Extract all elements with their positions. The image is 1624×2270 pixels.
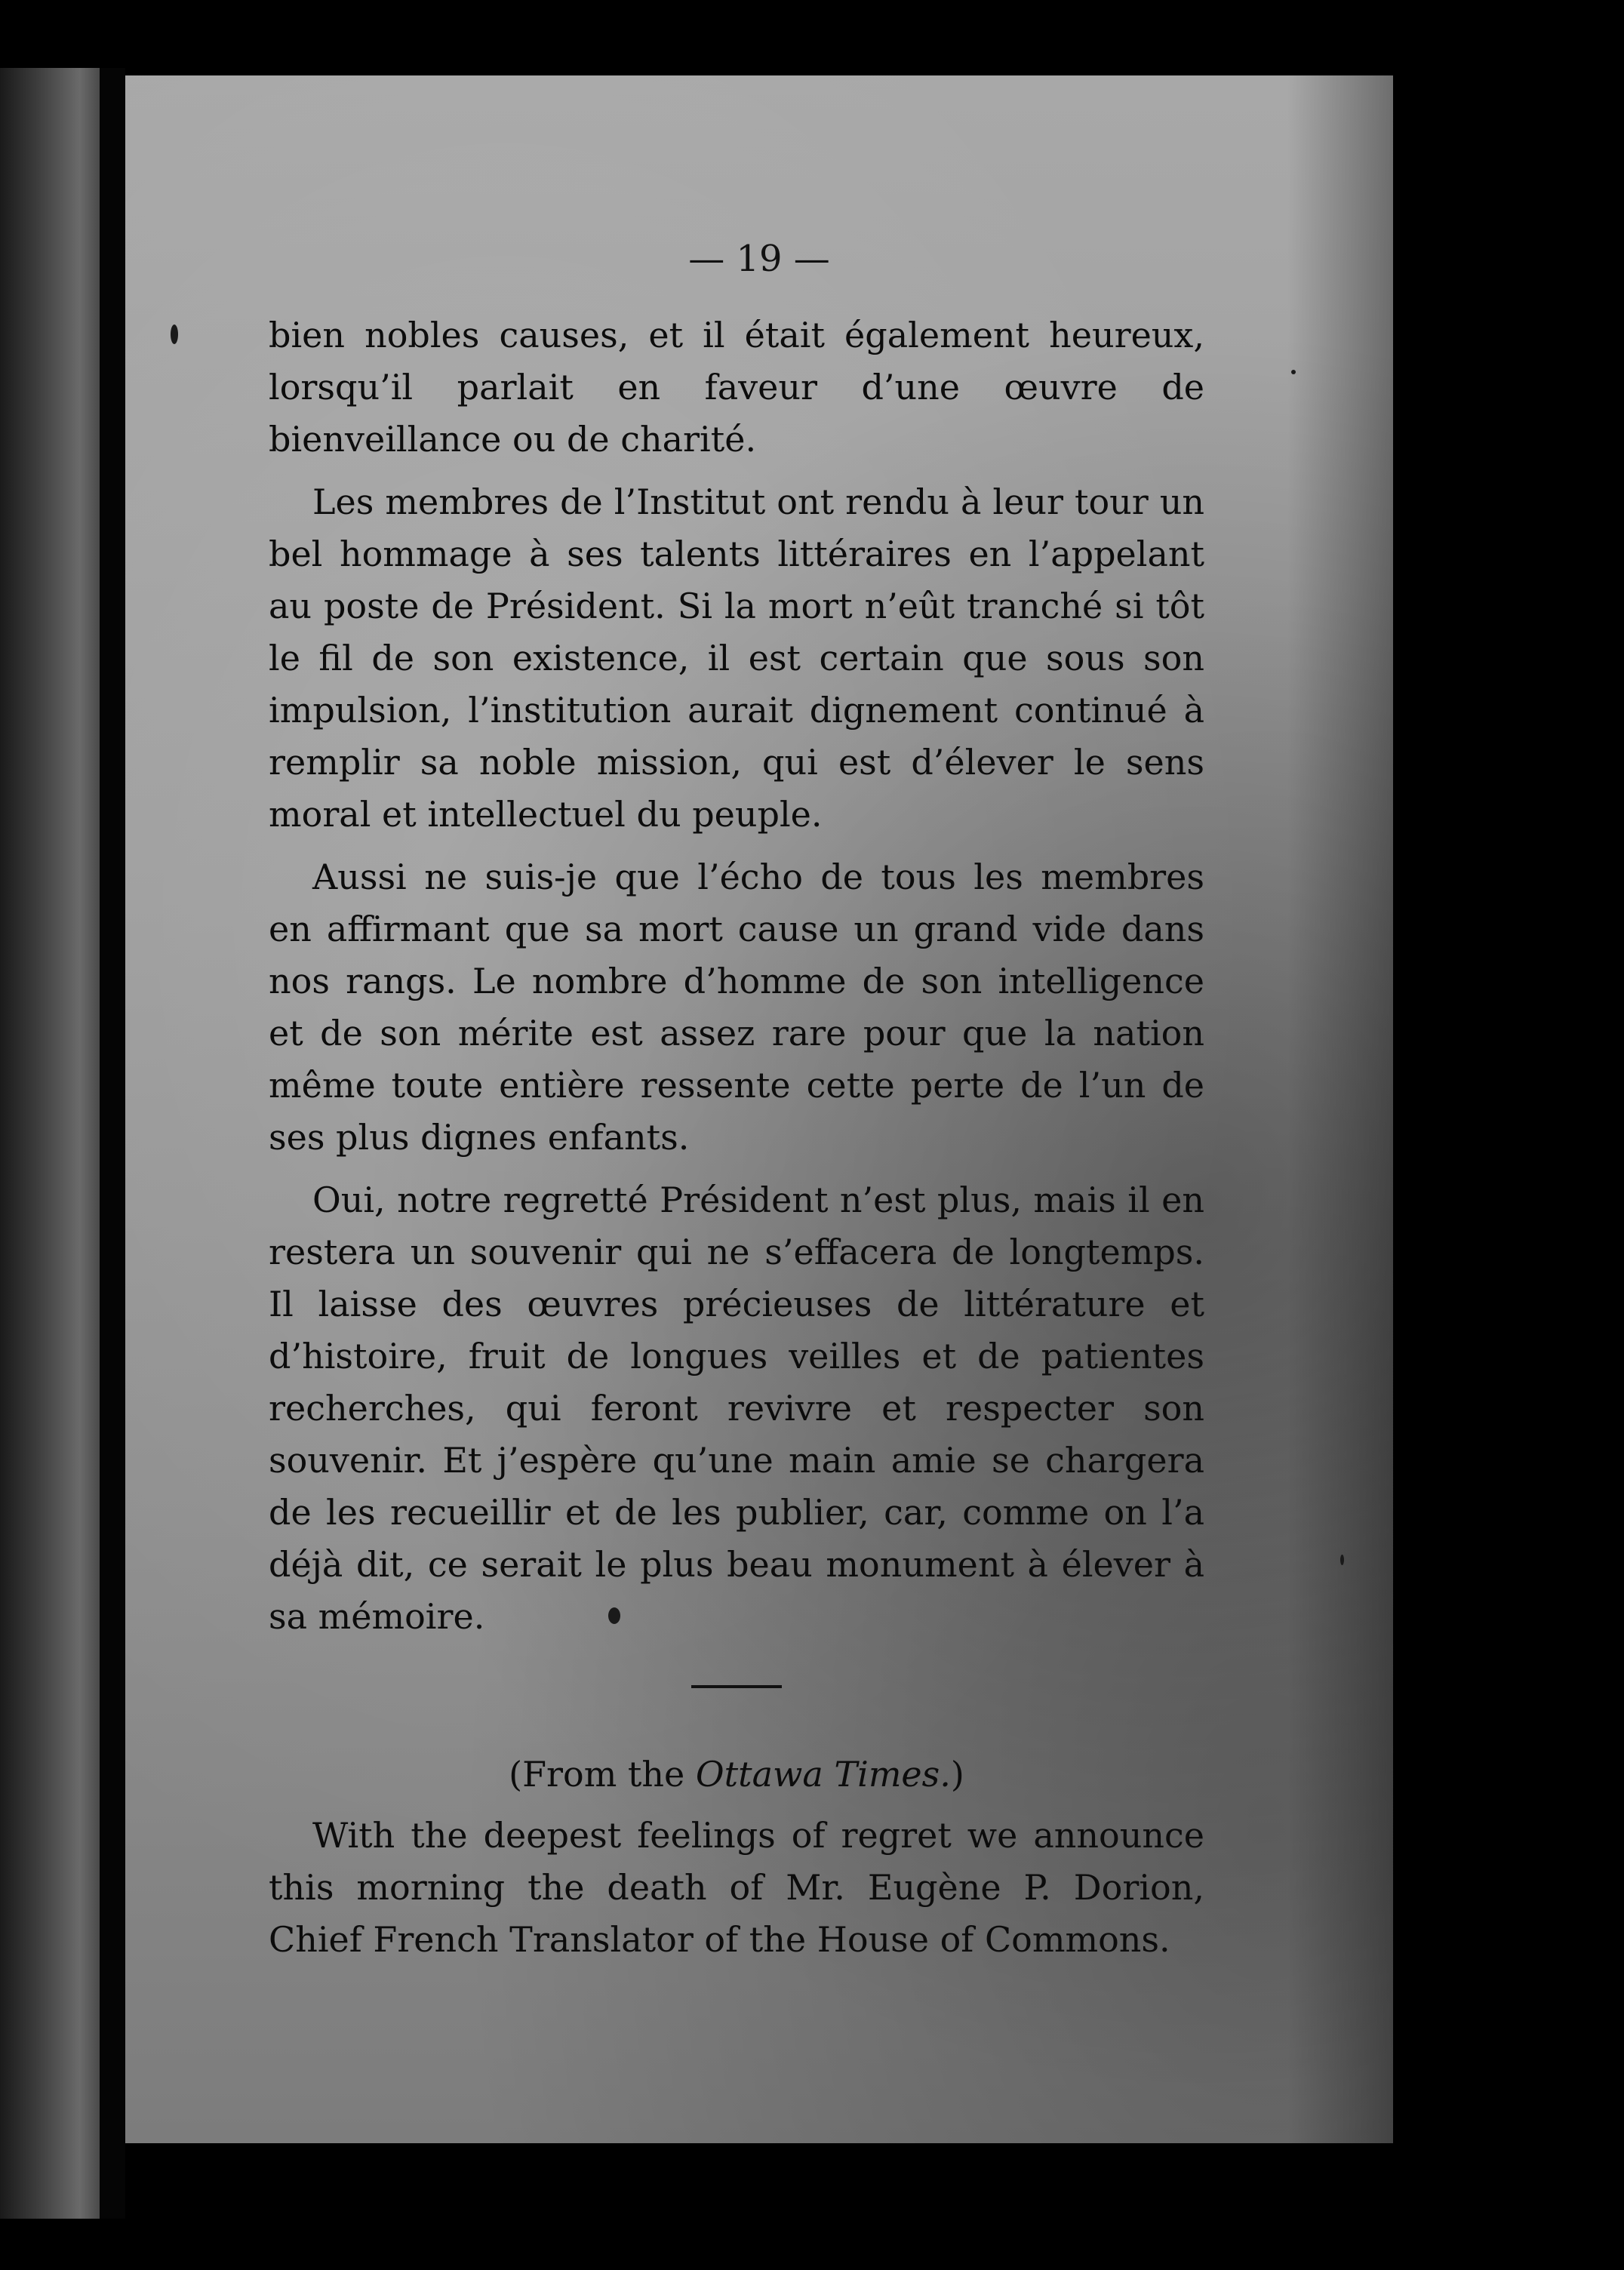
paragraph-echo: Aussi ne suis-je que l’écho de tous les membres en affirmant que sa mort cause un grand vide dans nos rangs. Le nombre d’homme de son intelligence et de son mérite est assez rare pour que la nation même toute entière ressente cette perte de l’un de ses plus dignes enfants. xyxy=(269,857,1204,1158)
page-text xyxy=(269,309,1204,1976)
page-number: — 19 — xyxy=(688,238,830,280)
scan-speck xyxy=(1340,1555,1344,1565)
scan-speck xyxy=(171,325,178,344)
paragraph-continued: bien nobles causes, et il était également heureux, lorsqu’il parlait en faveur d’une œuvre de bienveillance ou de charité. xyxy=(269,315,1204,460)
book-page xyxy=(125,75,1393,2143)
scan-speck xyxy=(608,1607,620,1624)
page-shadow xyxy=(1287,75,1393,2143)
source-prefix: (From the xyxy=(509,1754,696,1795)
source-suffix: ) xyxy=(950,1754,964,1795)
scan-speck xyxy=(1291,370,1296,374)
paragraph-english: With the deepest feelings of regret we announce this morning the death of Mr. Eugène P. Dorion, Chief French Translator of the House of Commons. xyxy=(269,1815,1204,1960)
previous-page-edge xyxy=(0,68,100,2219)
source-publication: Ottawa Times. xyxy=(695,1754,951,1795)
book-gutter xyxy=(100,68,125,2219)
paragraph-souvenir: Oui, notre regretté Président n’est plus, mais il en restera un souvenir qui ne s’effacera de longtemps. Il laisse des œuvres précieuses de littérature et d’histoire, fruit de longues veilles et de patientes recherches, qui feront revivre et respecter son souvenir. Et j’espère qu’une main amie se chargera de les recueillir et de les publier, car, comme on l’a déjà dit, ce serait le plus beau monument à élever à sa mémoire. xyxy=(269,1180,1204,1637)
source-attribution xyxy=(269,1749,1204,1801)
paragraph-institut: Les membres de l’Institut ont rendu à leur tour un bel hommage à ses talents littéraires en l’appelant au poste de Président. Si la mort n’eût tranché si tôt le fil de son existence, il est certain que sous son impulsion, l’institution aurait dignement continué à remplir sa noble mission, qui est d’élever le sens moral et intellectuel du peuple. xyxy=(269,481,1204,835)
section-divider xyxy=(691,1685,782,1688)
